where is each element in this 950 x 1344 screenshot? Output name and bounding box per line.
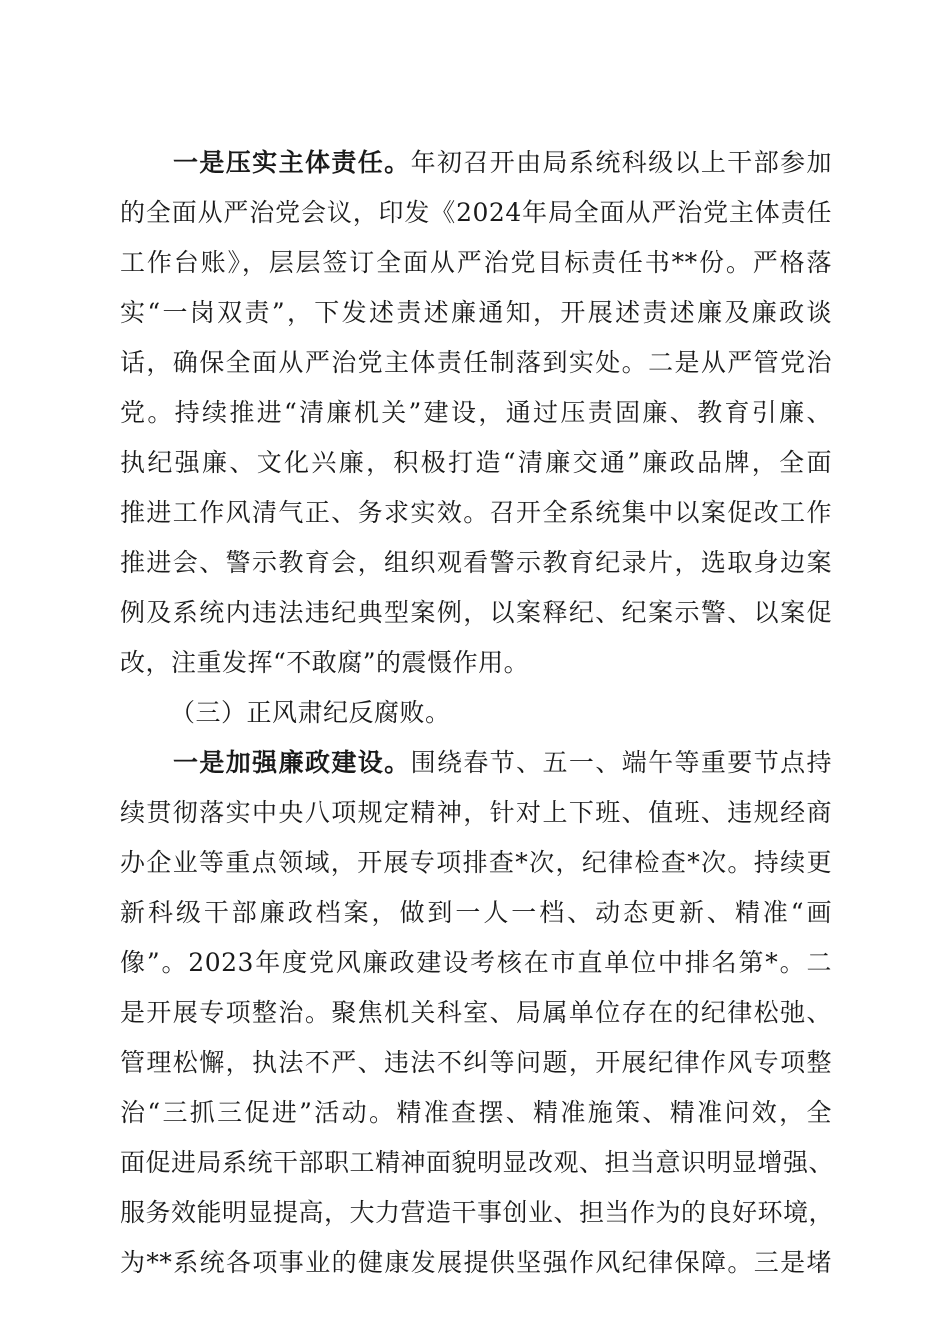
paragraph-line: 执纪强廉、文化兴廉，积极打造“清廉交通”廉政品牌，全面 bbox=[120, 448, 832, 477]
paragraph-line: 党。持续推进“清廉机关”建设，通过压责固廉、教育引廉、 bbox=[120, 398, 832, 427]
paragraph-line: 是开展专项整治。聚焦机关科室、局属单位存在的纪律松弛、 bbox=[120, 998, 832, 1027]
paragraph-line: 续贯彻落实中央八项规定精神，针对上下班、值班、违规经商 bbox=[120, 798, 832, 827]
paragraph-line: 工作台账》，层层签订全面从严治党目标责任书**份。严格落 bbox=[120, 248, 832, 277]
paragraph-lead: 一是加强廉政建设。 bbox=[173, 748, 411, 777]
paragraph-1 bbox=[120, 138, 832, 688]
paragraph-line: 例及系统内违法违纪典型案例，以案释纪、纪案示警、以案促 bbox=[120, 598, 832, 627]
paragraph-line: 服务效能明显提高，大力营造干事创业、担当作为的良好环境， bbox=[120, 1198, 835, 1227]
paragraph-line: 面促进局系统干部职工精神面貌明显改观、担当意识明显增强、 bbox=[120, 1148, 835, 1177]
paragraph-lead: 一是压实主体责任。 bbox=[173, 148, 411, 177]
paragraph-line: 实“一岗双责”，下发述责述廉通知，开展述责述廉及廉政谈 bbox=[120, 298, 832, 327]
paragraph-line: 管理松懈，执法不严、违法不纠等问题，开展纪律作风专项整 bbox=[120, 1048, 832, 1077]
paragraph-2 bbox=[120, 738, 835, 1288]
paragraph-line: 推进工作风清气正、务求实效。召开全系统集中以案促改工作 bbox=[120, 498, 832, 527]
section-heading: （三）正风肃纪反腐败。 bbox=[170, 698, 451, 727]
paragraph-line: 改，注重发挥“不敢腐”的震慑作用。 bbox=[120, 648, 530, 677]
paragraph-line: 一是加强廉政建设。围绕春节、五一、端午等重要节点持 bbox=[173, 748, 832, 777]
paragraph-line: 推进会、警示教育会，组织观看警示教育纪录片，选取身边案 bbox=[120, 548, 832, 577]
paragraph-line: 治“三抓三促进”活动。精准查摆、精准施策、精准问效，全 bbox=[120, 1098, 832, 1127]
paragraph-line: 话，确保全面从严治党主体责任制落到实处。二是从严管党治 bbox=[120, 348, 832, 377]
paragraph-line: 新科级干部廉政档案，做到一人一档、动态更新、精准“画 bbox=[120, 898, 832, 927]
paragraph-line: 一是压实主体责任。年初召开由局系统科级以上干部参加 bbox=[173, 148, 832, 177]
paragraph-line: 为**系统各项事业的健康发展提供坚强作风纪律保障。三是堵 bbox=[120, 1248, 832, 1277]
paragraph-line: 像”。2023年度党风廉政建设考核在市直单位中排名第*。二 bbox=[120, 948, 832, 977]
paragraph-line: 办企业等重点领域，开展专项排查*次，纪律检查*次。持续更 bbox=[120, 848, 832, 877]
paragraph-line: 的全面从严治党会议，印发《2024年局全面从严治党主体责任 bbox=[120, 198, 832, 227]
